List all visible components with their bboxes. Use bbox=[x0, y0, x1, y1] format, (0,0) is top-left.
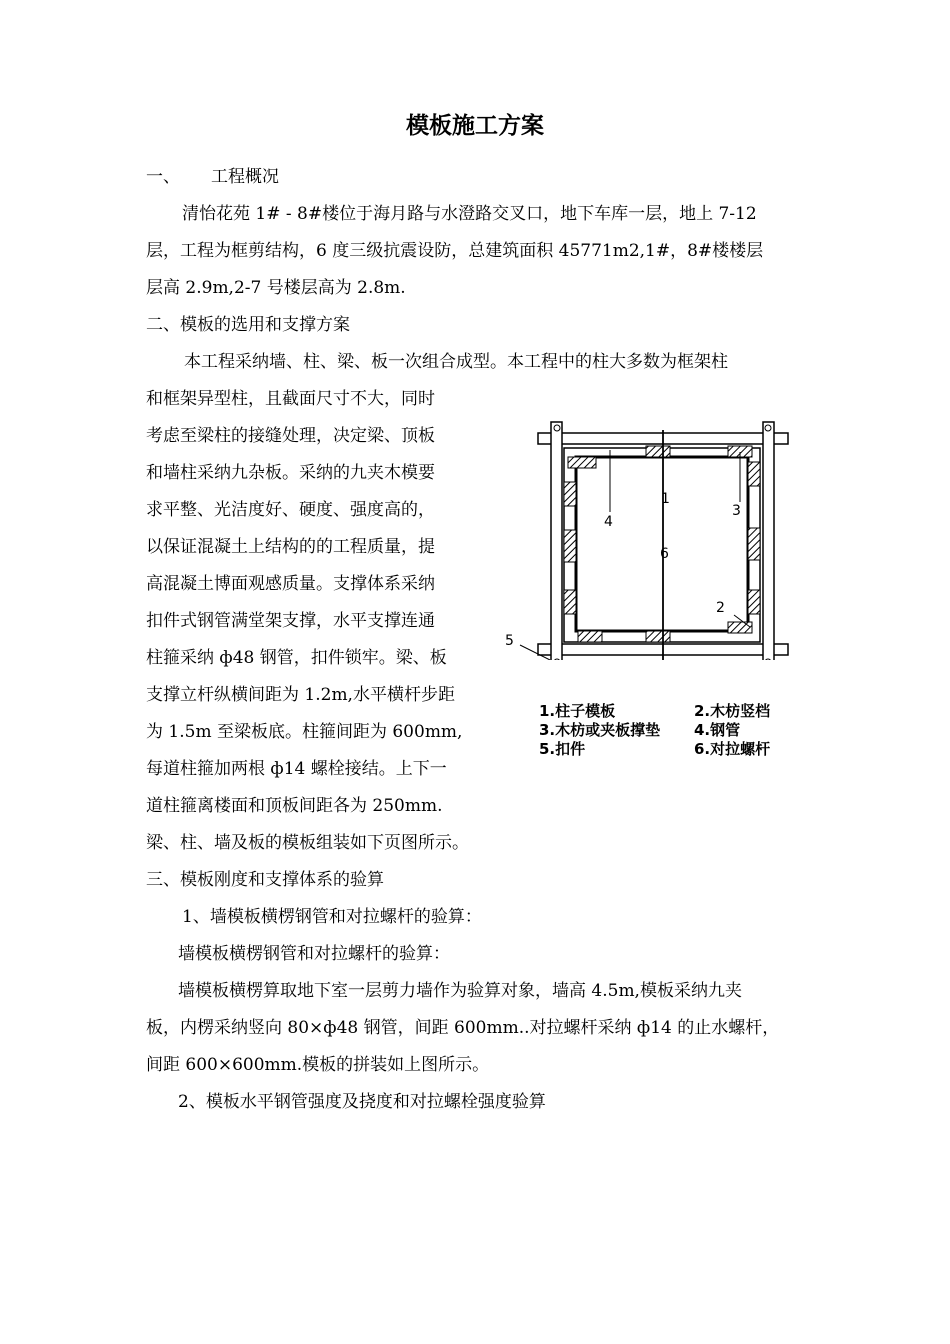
section3-heading: 三、模板刚度和支撑体系的验算 bbox=[146, 870, 384, 890]
legend-item-2: 2.木枋竖档 bbox=[694, 702, 771, 720]
section3-sub1-repeat: 墙模板横楞钢管和对拉螺杆的验算： bbox=[178, 944, 450, 964]
legend-item-3: 3.木枋或夹板撑垫 bbox=[539, 721, 661, 739]
callout-3: 3 bbox=[732, 503, 741, 519]
section2-line: 道柱箍离楼面和顶板间距各为 250mm. bbox=[146, 796, 443, 816]
document-title: 模板施工方案 bbox=[406, 112, 544, 139]
section3-line-3: 间距 600×600mm.模板的拼装如上图所示。 bbox=[146, 1055, 490, 1075]
section2-line: 考虑至梁柱的接缝处理，决定梁、顶板 bbox=[146, 426, 435, 446]
section2-line: 高混凝土博面观感质量。支撑体系采纳 bbox=[146, 574, 435, 594]
section3-line-2: 板，内楞采纳竖向 80×ф48 钢管，间距 600mm..对拉螺杆采纳 ф14 的止水螺杆， bbox=[146, 1018, 780, 1038]
section2-line: 为 1.5m 至梁板底。柱箍间距为 600mm, bbox=[146, 722, 463, 742]
right-steel-tube bbox=[763, 422, 774, 660]
section3-line-1: 墙模板横楞算取地下室一层剪力墙作为验算对象，墙高 4.5m,模板采纳九夹 bbox=[178, 981, 742, 1001]
section1-line-1: 清怡花苑 1# - 8#楼位于海月路与水澄路交叉口，地下车库一层，地上 7-12 bbox=[182, 204, 757, 224]
section3-sub1: 1、墙模板横楞钢管和对拉螺杆的验算： bbox=[182, 907, 482, 927]
column-formwork-diagram bbox=[500, 410, 800, 660]
callout-1: 1 bbox=[661, 491, 670, 507]
left-steel-tube bbox=[551, 422, 562, 660]
section3-sub2: 2、模板水平钢管强度及挠度和对拉螺栓强度验算 bbox=[178, 1092, 546, 1112]
callout-5: 5 bbox=[505, 633, 514, 649]
legend-item-4: 4.钢管 bbox=[694, 721, 741, 739]
callout-2: 2 bbox=[716, 600, 725, 616]
section2-first-line: 本工程采纳墙、柱、梁、板一次组合成型。本工程中的柱大多数为框架柱 bbox=[184, 352, 728, 372]
legend-item-1: 1.柱子模板 bbox=[539, 702, 616, 720]
section2-line: 扣件式钢管满堂架支撑，水平支撑连通 bbox=[146, 611, 435, 631]
callout-6: 6 bbox=[660, 546, 669, 562]
section2-line: 以保证混凝土上结构的的工程质量，提 bbox=[146, 537, 435, 557]
legend-item-5: 5.扣件 bbox=[539, 740, 586, 758]
section1-line-2: 层，工程为框剪结构，6 度三级抗震设防，总建筑面积 45771m2,1#，8#楼楼层 bbox=[146, 241, 764, 261]
section2-heading: 二、模板的选用和支撑方案 bbox=[146, 315, 350, 335]
legend-item-6: 6.对拉螺杆 bbox=[694, 740, 771, 758]
section1-line-3: 层高 2.9m,2-7 号楼层高为 2.8m. bbox=[146, 278, 406, 298]
section1-number: 一、 bbox=[146, 167, 180, 187]
section1-heading: 工程概况 bbox=[211, 167, 279, 187]
callout-4: 4 bbox=[604, 514, 613, 530]
section2-line: 和墙柱采纳九杂板。采纳的九夹木模要 bbox=[146, 463, 435, 483]
section2-line: 支撑立杆纵横间距为 1.2m,水平横杆步距 bbox=[146, 685, 455, 705]
section2-last-line: 梁、柱、墙及板的模板组装如下页图所示。 bbox=[146, 833, 469, 853]
section2-line: 和框架异型柱，且截面尺寸不大，同时 bbox=[146, 389, 435, 409]
section2-line: 柱箍采纳 ф48 钢管，扣件锁牢。梁、板 bbox=[146, 648, 447, 668]
section2-line: 求平整、光洁度好、硬度、强度高的， bbox=[146, 500, 435, 520]
section2-line: 每道柱箍加两根 ф14 螺栓接结。上下一 bbox=[146, 759, 447, 779]
